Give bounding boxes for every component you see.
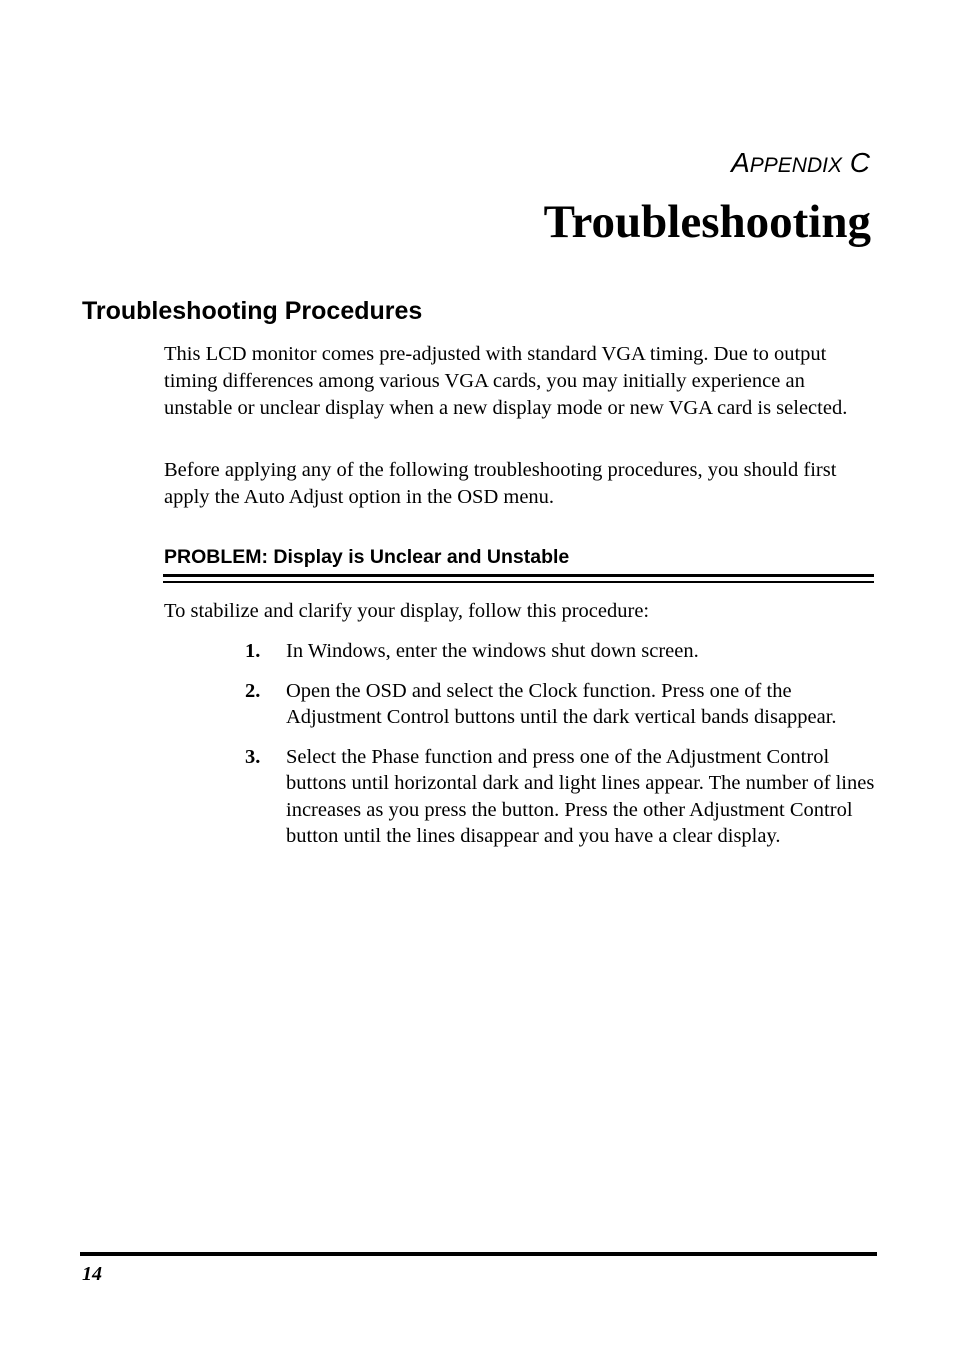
procedure-steps xyxy=(0,638,954,863)
step-number: 1. xyxy=(245,640,261,662)
problem-heading-rule xyxy=(163,574,874,583)
procedure-step xyxy=(0,638,954,665)
footer-rule xyxy=(80,1252,877,1256)
step-text: Select the Phase function and press one of the Adjustment Control buttons until horizontal dark and light lines appear. The number of lines increases as you press the button. Press the other Adjustment Control button until the lines disappear and you have a clear display. xyxy=(286,745,875,847)
step-number: 2. xyxy=(245,679,261,702)
appendix-label-rest: PPENDIX xyxy=(749,154,842,177)
auto-adjust-paragraph: Before applying any of the following troubleshooting procedures, you should first apply the Auto Adjust option in the OSD menu. xyxy=(164,459,837,508)
step-text: Open the OSD and select the Clock function. Press one of the Adjustment Control buttons until the dark vertical bands disappear. xyxy=(286,679,837,728)
appendix-label-first-letter: A xyxy=(731,147,750,178)
appendix-letter: C xyxy=(849,147,870,178)
procedure-step xyxy=(0,678,954,731)
section-heading: Troubleshooting Procedures xyxy=(82,297,423,325)
intro-paragraph: This LCD monitor comes pre-adjusted with standard VGA timing. Due to output timing differences among various VGA cards, you may initially experience an unstable or unclear display when a new display mode or new VGA card is selected. xyxy=(164,343,848,419)
page-number: 14 xyxy=(82,1263,102,1285)
procedure-step xyxy=(0,744,954,850)
appendix-label xyxy=(731,146,870,183)
step-number: 3. xyxy=(245,745,261,768)
procedure-intro: To stabilize and clarify your display, follow this procedure: xyxy=(164,600,650,622)
problem-heading: PROBLEM: Display is Unclear and Unstable xyxy=(164,546,570,568)
step-text: In Windows, enter the windows shut down screen. xyxy=(286,640,699,662)
chapter-title: Troubleshooting xyxy=(543,196,871,248)
